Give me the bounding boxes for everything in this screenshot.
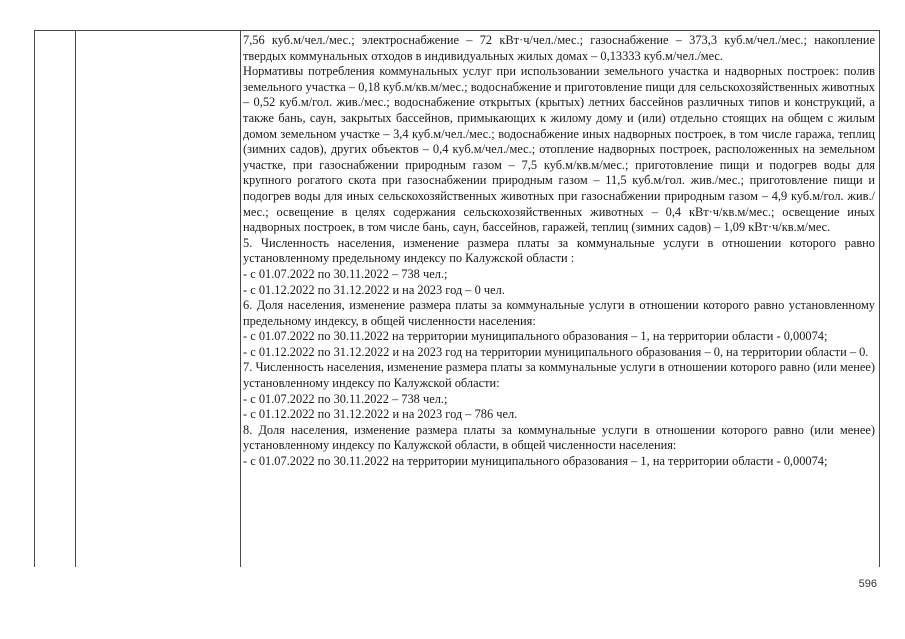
table-content-cell <box>243 33 875 470</box>
paragraph: 5. Численность населения, изменение размера платы за коммунальные услуги в отношении которого равно установленному предельному индексу по Калужской области : <box>243 235 875 266</box>
paragraph: 6. Доля населения, изменение размера платы за коммунальные услуги в отношении которого равно установленному предельному индексу, в общей численности населения: <box>243 298 875 328</box>
paragraph: - с 01.12.2022 по 31.12.2022 и на 2023 год на территории муниципального образования – 0, на территории области – 0. <box>243 344 869 359</box>
page-number: 596 <box>858 578 877 590</box>
paragraph: - с 01.07.2022 по 30.11.2022 на территории муниципального образования – 1, на территории области - 0,00074; <box>243 329 828 344</box>
paragraph: 7,56 куб.м/чел./мес.; электроснабжение – 72 кВт·ч/чел./мес.; газоснабжение – 373,3 куб.м/чел./мес.; накопление твердых коммунальных отходов в индивидуальных жилых домах – 0,13333 куб.м/чел./мес. <box>243 33 875 63</box>
paragraph: - с 01.07.2022 по 30.11.2022 – 738 чел.; <box>243 266 448 281</box>
paragraph: - с 01.07.2022 по 30.11.2022 – 738 чел.; <box>243 391 448 406</box>
column-divider <box>75 31 76 567</box>
paragraph: - с 01.12.2022 по 31.12.2022 и на 2023 год – 0 чел. <box>243 282 505 297</box>
paragraph: - с 01.07.2022 по 30.11.2022 на территории муниципального образования – 1, на территории области - 0,00074; <box>243 454 828 469</box>
paragraph: 8. Доля населения, изменение размера платы за коммунальные услуги в отношении которого равно (или менее) установленному индексу по Калужской области, в общей численности населения: <box>243 422 875 453</box>
column-divider <box>240 31 241 567</box>
paragraph: Нормативы потребления коммунальных услуг при использовании земельного участка и надворных построек: полив земельного участка – 0,18 куб.м/кв.м/мес.; водоснабжение и приготовление пищи для сельскохозяйственных животных – 0,52 куб.м/гол. жив./мес.; водоснабжение открытых (крытых) летних бассейнов различных типов и конструкций, а также бань, саун, закрытых бассейнов, примыкающих к жилому дому и (или) отдельно стоящих на общем с жилым домом земельном участке – 3,4 куб.м/чел./мес.; водоснабжение иных надворных построек, в том числе гаража, теплиц (зимних садов), других объектов – 0,4 куб.м/чел./мес.; отопление надворных построек, расположенных на земельном участке, при газоснабжении природным газом – 7,5 куб.м/кв.м/мес.; приготовление пищи и подогрев воды для крупного рогатого скота при газоснабжении природным газом – 11,5 куб.м/гол. жив./мес.; приготовление пищи и подогрев воды для иных сельскохозяйственных животных при газоснабжении природным газом – 4,9 куб.м/гол. жив./мес.; освещение в целях содержания сельскохозяйственных животных – 0,4 кВт·ч/кв.м/мес.; освещение иных надворных построек, в том числе бань, саун, бассейнов, гаражей, теплиц (зимних садов) – 1,09 кВт·ч/кв.м/мес. <box>243 64 875 235</box>
paragraph: - с 01.12.2022 по 31.12.2022 и на 2023 год – 786 чел. <box>243 407 518 422</box>
paragraph: 7. Численность населения, изменение размера платы за коммунальные услуги в отношении которого равно (или менее) установленному индексу по Калужской области: <box>243 360 875 391</box>
